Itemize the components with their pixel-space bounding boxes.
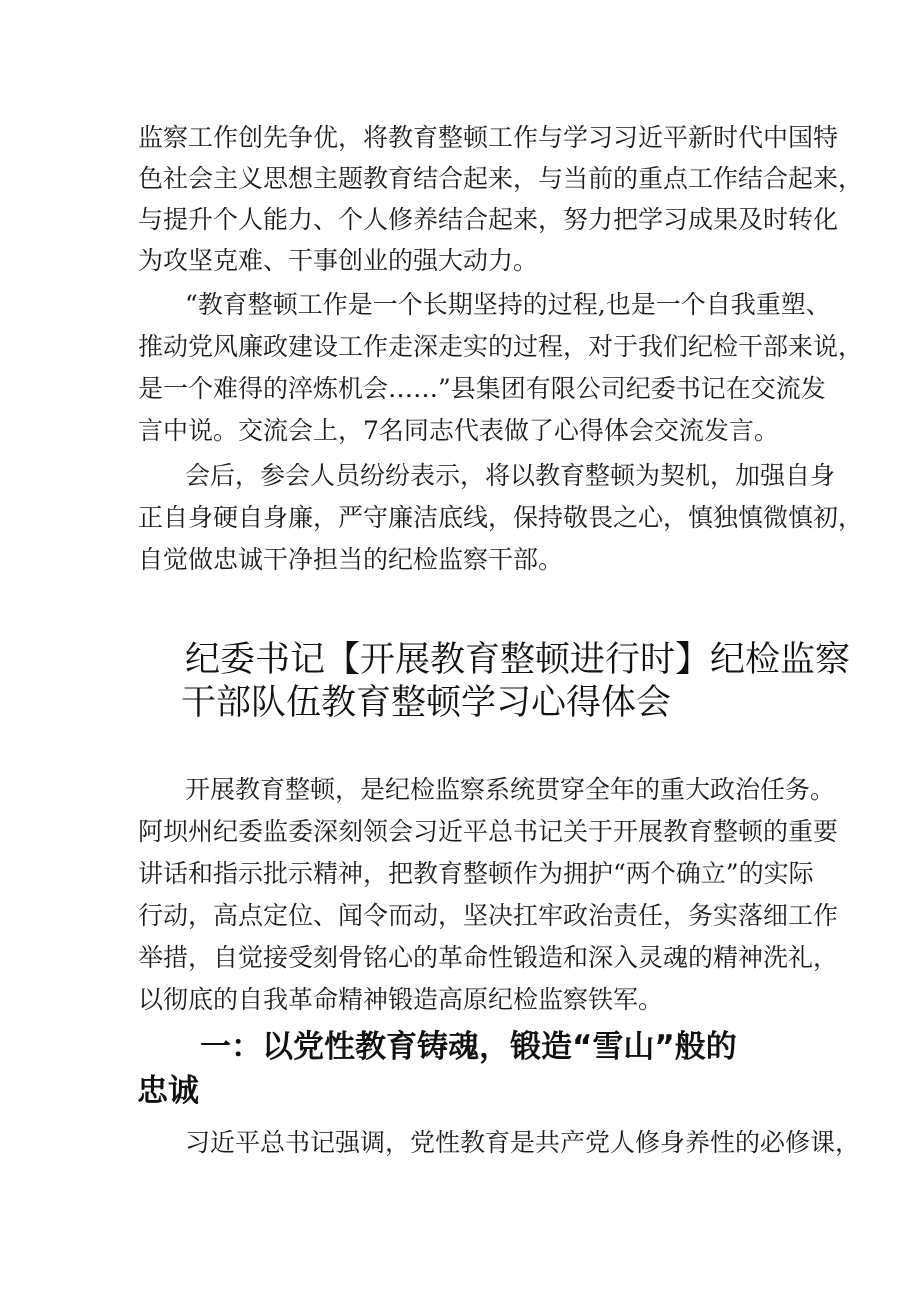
paragraph-line: 开展教育整顿，是纪检监察系统贯穿全年的重大政治任务。 — [185, 775, 836, 804]
paragraph-line: 推动党风廉政建设工作走深走实的过程，对于我们纪检干部来说， — [138, 332, 864, 361]
section-heading-line-1: 一：以党性教育铸魂，锻造“雪山”般的 — [200, 1029, 737, 1065]
paragraph-line: 习近平总书记强调，党性教育是共产党人修身养性的必修课， — [185, 1128, 861, 1157]
article-title-line-2: 干部队伍教育整顿学习心得体会 — [181, 683, 672, 723]
paragraph-line: 言中说。交流会上，7名同志代表做了心得体会交流发言。 — [138, 416, 779, 445]
paragraph-line: 是一个难得的淬炼机会……”县集团有限公司纪委书记在交流发 — [138, 374, 826, 403]
article-title-line-1: 纪委书记【开展教育整顿进行时】纪检监察 — [185, 640, 851, 680]
paragraph-line: “教育整顿工作是一个长期坚持的过程,也是一个自我重塑、 — [185, 290, 831, 319]
paragraph-line: 正自身硬自身廉，严守廉洁底线，保持敬畏之心，慎独慎微慎初， — [138, 503, 864, 532]
paragraph-line: 会后，参会人员纷纷表示，将以教育整顿为契机，加强自身 — [185, 461, 836, 490]
paragraph-line: 以彻底的自我革命精神锻造高原纪检监察铁军。 — [138, 985, 664, 1014]
paragraph-line: 行动，高点定位、闻令而动，坚决扛牢政治责任，务实落细工作 — [138, 901, 839, 930]
paragraph-line: 与提升个人能力、个人修养结合起来，努力把学习成果及时转化 — [138, 205, 839, 234]
paragraph-line: 自觉做忠诚干净担当的纪检监察干部。 — [138, 545, 564, 574]
paragraph-line: 为攻坚克难、干事创业的强大动力。 — [138, 246, 539, 275]
paragraph-line: 监察工作创先争优，将教育整顿工作与学习习近平新时代中国特 — [138, 123, 839, 152]
paragraph-line: 讲话和指示批示精神，把教育整顿作为拥护“两个确立”的实际 — [138, 859, 814, 888]
paragraph-line: 色社会主义思想主题教育结合起来，与当前的重点工作结合起来， — [138, 164, 864, 193]
paragraph-line: 举措，自觉接受刻骨铭心的革命性锻造和深入灵魂的精神洗礼， — [138, 943, 839, 972]
section-heading-line-2: 忠诚 — [137, 1073, 199, 1109]
paragraph-line: 阿坝州纪委监委深刻领会习近平总书记关于开展教育整顿的重要 — [138, 817, 839, 846]
